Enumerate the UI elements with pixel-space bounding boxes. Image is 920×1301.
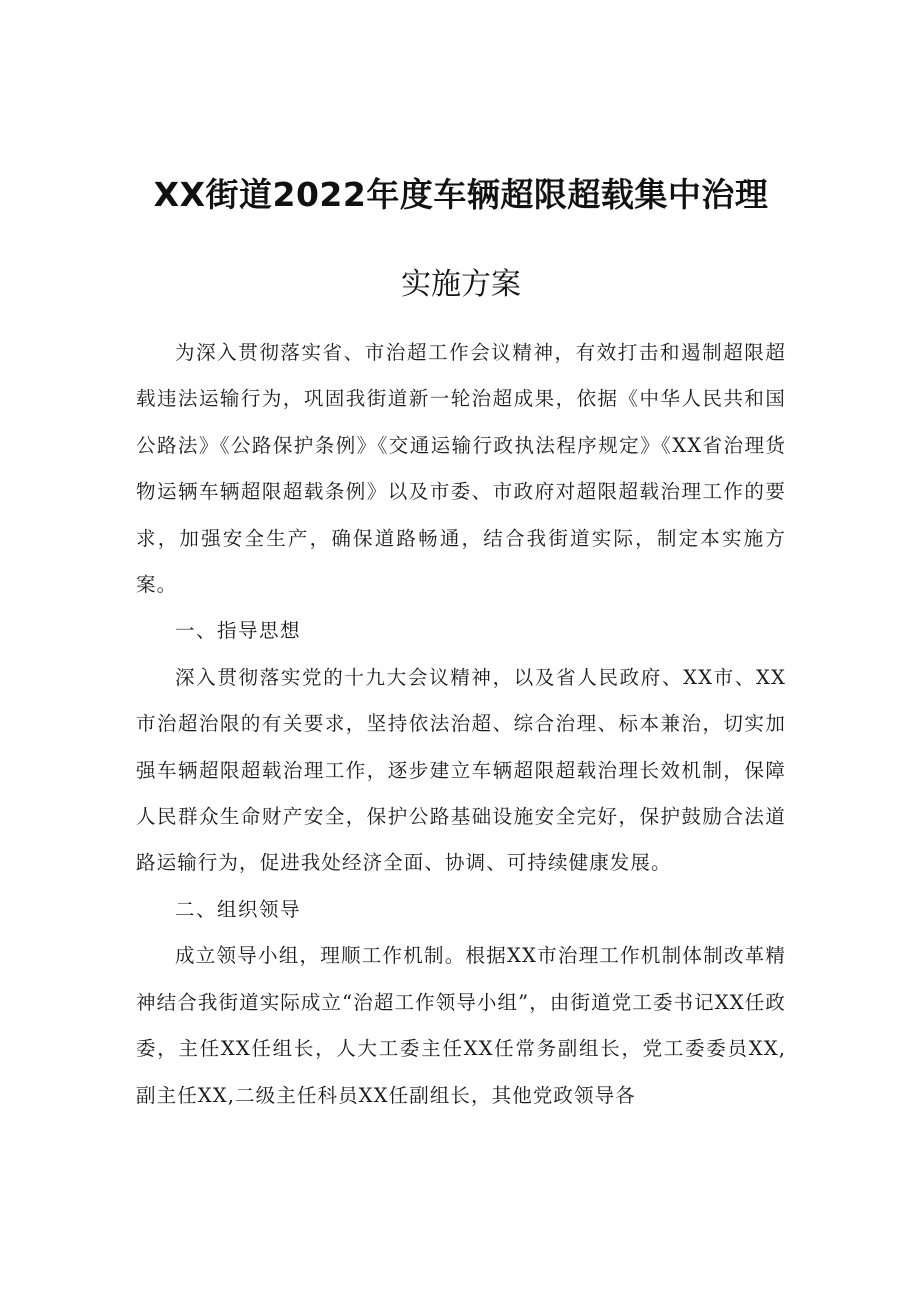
section-heading-guiding-ideology: 一、指导思想: [175, 619, 302, 643]
guiding-ideology-paragraph: 深入贯彻落实党的十九大会议精神，以及省人民政府、XX市、XX市治超治限的有关要求，坚持依法治超、综合治理、标本兼治，切实加强车辆超限超载治理工作，逐步建立车辆超限超载治理长效机制，保障人民群众生命财产安全，保护公路基础设施安全完好，保护鼓励合法道路运输行为，促进我处经济全面、协调、可持续健康发展。: [136, 665, 786, 875]
intro-paragraph: 为深入贯彻落实省、市治超工作会议精神，有效打击和遏制超限超载违法运输行为，巩固我街道新一轮治超成果，依据《中华人民共和国公路法》《公路保护条例》《交通运输行政执法程序规定》《XX省治理货物运辆车辆超限超载条例》以及市委、市政府对超限超载治理工作的要求，加强安全生产，确保道路畅通，结合我街道实际，制定本实施方案。: [136, 341, 786, 597]
document-title-line-1: XX街道2022年度车辆超限超载集中治理: [153, 175, 769, 214]
organization-paragraph: 成立领导小组，理顺工作机制。根据XX市治理工作机制体制改革精神结合我街道实际成立“治超工作领导小组”，由街道党工委书记XX任政委，主任XX任组长，人大工委主任XX任常务副组长，党工委委员XX,副主任XX,二级主任科员XX任副组长，其他党政领导各: [136, 944, 786, 1107]
document-title-line-2: 实施方案: [401, 267, 521, 302]
section-heading-organization: 二、组织领导: [175, 897, 302, 921]
document-body: [136, 330, 786, 1119]
